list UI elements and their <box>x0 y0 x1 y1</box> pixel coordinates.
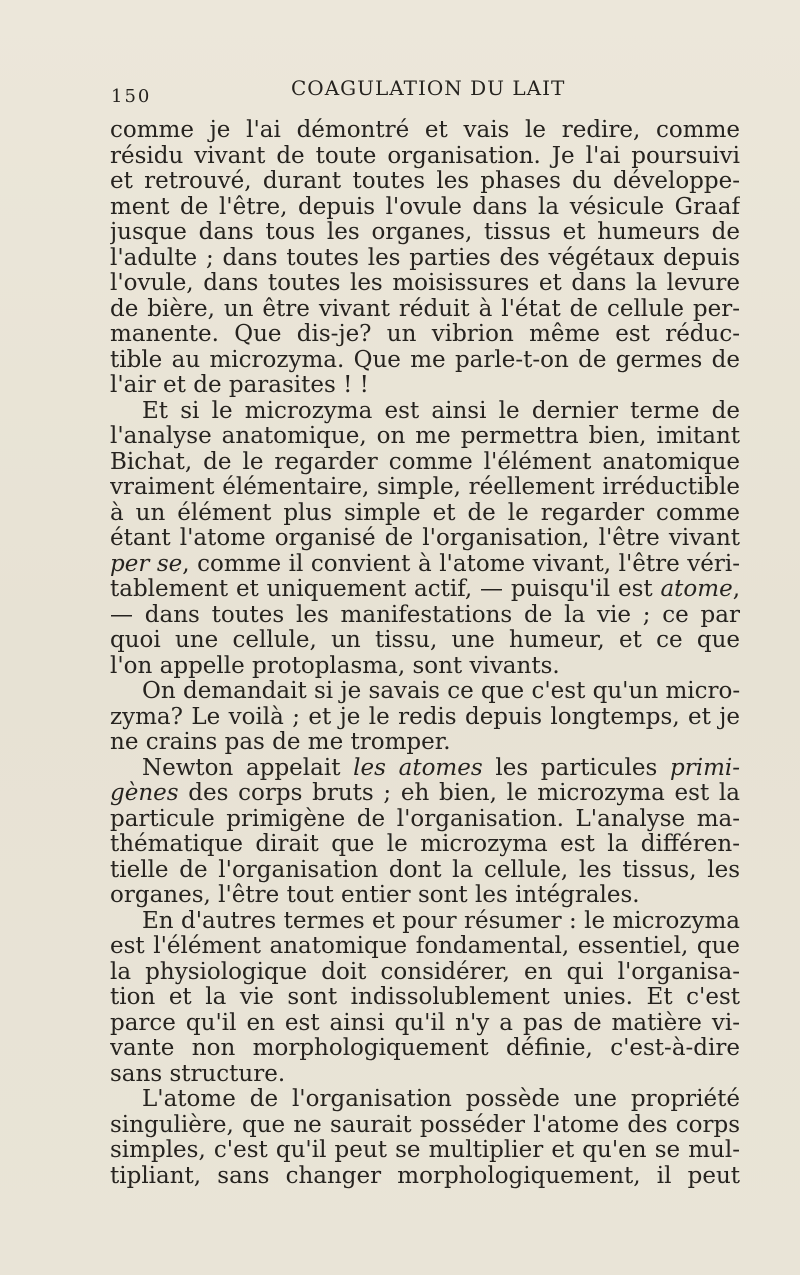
text-line <box>110 985 740 1011</box>
text-segment: de bière, un être vivant réduit à l'état de cellule per- <box>110 296 740 322</box>
italic-text: per se <box>110 551 183 577</box>
text-segment: l'adulte ; dans toutes les parties des végétaux depuis <box>110 245 740 271</box>
text-line <box>110 756 740 782</box>
text-line <box>110 271 740 297</box>
text-segment: à un élément plus simple et de le regarder comme <box>110 500 740 526</box>
text-line <box>110 1138 740 1164</box>
text-segment: l'air et de parasites ! ! <box>110 373 369 398</box>
italic-text: atome <box>660 577 733 602</box>
text-line <box>110 195 740 221</box>
text-segment: l'on appelle protoplasma, sont vivants. <box>110 653 560 679</box>
text-segment: tible au microzyma. Que me parle-t-on de germes de <box>110 347 740 373</box>
text-segment: — dans toutes les manifestations de la vie ; ce par <box>110 602 740 628</box>
text-segment: L'atome de l'organisation possède une propriété <box>142 1087 740 1112</box>
text-line <box>110 730 740 756</box>
text-segment: des corps bruts ; eh bien, le microzyma est la <box>178 781 740 806</box>
page-number: 150 <box>111 86 152 107</box>
running-title: COAGULATION DU LAIT <box>291 76 566 100</box>
text-segment: est l'élément anatomique fondamental, essentiel, que <box>110 934 740 959</box>
text-line <box>110 679 740 705</box>
text-segment: vraiment élémentaire, simple, réellement irréductible <box>110 475 740 500</box>
text-segment: résidu vivant de toute organisation. Je l'ai poursuivi <box>110 143 740 169</box>
text-line <box>110 1087 740 1113</box>
text-line <box>110 1062 740 1088</box>
text-line <box>110 348 740 374</box>
text-line <box>110 858 740 884</box>
text-segment: organes, l'être tout entier sont les intégrales. <box>110 883 640 908</box>
text-segment: ne crains pas de me tromper. <box>110 730 451 755</box>
text-line <box>110 220 740 246</box>
text-line <box>110 144 740 170</box>
text-segment: On demandait si je savais ce que c'est qu'un micro- <box>142 679 740 704</box>
text-line <box>110 373 740 399</box>
text-line <box>110 475 740 501</box>
text-segment: jusque dans tous les organes, tissus et humeurs de <box>110 220 740 245</box>
text-segment: manente. Que dis-je? un vibrion même est réduc- <box>110 322 740 347</box>
text-line <box>110 934 740 960</box>
text-segment: et retrouvé, durant toutes les phases du développe- <box>110 169 740 194</box>
text-line <box>110 960 740 986</box>
italic-text: gènes <box>110 781 179 806</box>
text-line <box>110 654 740 680</box>
text-segment: En d'autres termes et pour résumer : le microzyma <box>142 908 740 934</box>
text-line <box>110 781 740 807</box>
text-segment: thématique dirait que le microzyma est la différen- <box>110 832 740 857</box>
text-segment: tion et la vie sont indissolublement unies. Et c'est <box>110 985 740 1010</box>
text-line <box>110 526 740 552</box>
text-segment: les particules <box>482 755 670 781</box>
text-segment: la physiologique doit considérer, en qui l'organisa- <box>110 959 740 985</box>
text-segment: zyma? Le voilà ; et je le redis depuis longtemps, et je <box>110 704 740 730</box>
text-line <box>110 909 740 935</box>
text-line <box>110 1113 740 1139</box>
text-segment: parce qu'il en est ainsi qu'il n'y a pas de matière vi- <box>110 1010 740 1036</box>
italic-text: primi- <box>670 755 740 781</box>
text-segment: tipliant, sans changer morphologiquement, il peut <box>110 1163 740 1189</box>
text-segment: sans structure. <box>110 1061 286 1087</box>
text-segment: Newton appelait <box>142 755 354 781</box>
text-line <box>110 297 740 323</box>
text-segment: quoi une cellule, un tissu, une humeur, et ce que <box>110 628 740 653</box>
text-segment: simples, c'est qu'il peut se multiplier et qu'en se mul- <box>110 1138 740 1163</box>
italic-text: les atomes <box>353 755 483 781</box>
text-line <box>110 169 740 195</box>
text-line <box>110 577 740 603</box>
text-segment: l'analyse anatomique, on me permettra bien, imitant <box>110 424 740 449</box>
text-segment: comme je l'ai démontré et vais le redire, comme <box>110 118 740 143</box>
text-line <box>110 399 740 425</box>
text-line <box>110 832 740 858</box>
text-line <box>110 1011 740 1037</box>
text-segment: singulière, que ne saurait posséder l'atome des corps <box>110 1112 740 1138</box>
text-segment: tablement et uniquement actif, — puisqu'il est <box>110 577 661 602</box>
text-segment: Et si le microzyma est ainsi le dernier terme de <box>142 398 740 424</box>
text-line <box>110 807 740 833</box>
text-line <box>110 322 740 348</box>
body-text <box>110 118 740 1189</box>
text-segment: vante non morphologiquement définie, c'est-à-dire <box>110 1036 740 1061</box>
text-line <box>110 450 740 476</box>
page-header <box>111 76 731 106</box>
text-line <box>110 246 740 272</box>
text-line <box>110 603 740 629</box>
text-line <box>110 883 740 909</box>
text-line <box>110 628 740 654</box>
text-line <box>110 1036 740 1062</box>
text-line <box>110 705 740 731</box>
text-line <box>110 118 740 144</box>
text-line <box>110 424 740 450</box>
text-segment: tielle de l'organisation dont la cellule, les tissus, les <box>110 857 740 883</box>
text-line <box>110 501 740 527</box>
text-segment: Bichat, de le regarder comme l'élément anatomique <box>110 449 740 475</box>
text-segment: l'ovule, dans toutes les moisissures et dans la levure <box>110 271 740 296</box>
text-line <box>110 552 740 578</box>
text-segment: particule primigène de l'organisation. L'analyse ma- <box>110 806 740 832</box>
text-line <box>110 1164 740 1190</box>
text-segment: , <box>732 577 740 602</box>
text-segment: étant l'atome organisé de l'organisation, l'être vivant <box>110 526 740 551</box>
text-segment: , comme il convient à l'atome vivant, l'être véri- <box>182 551 740 577</box>
text-segment: ment de l'être, depuis l'ovule dans la vésicule Graaf <box>110 194 740 220</box>
